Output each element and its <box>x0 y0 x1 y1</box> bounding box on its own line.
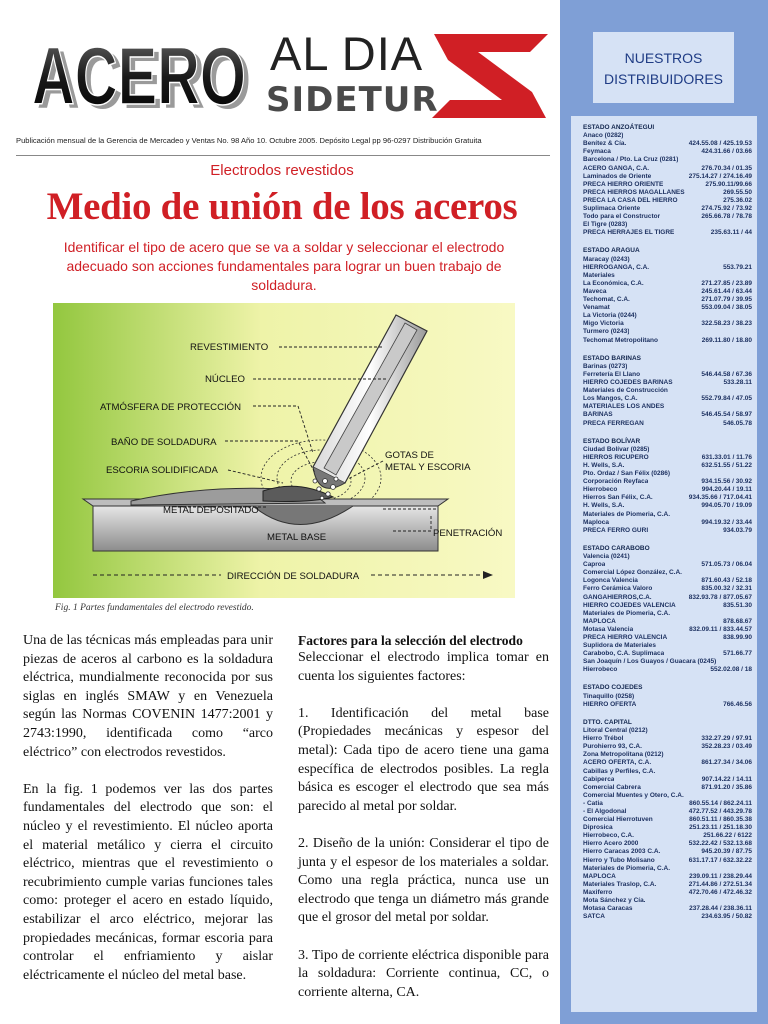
distributor-phone: 994.19.32 / 33.44 <box>701 518 752 526</box>
distributor-phone: 275.36.02 <box>723 196 752 204</box>
distributor-name: Ferretería El Llano <box>583 370 641 378</box>
acero-logo <box>30 30 258 116</box>
distributor-entry <box>583 411 752 419</box>
distributor-entry <box>583 816 752 824</box>
distributor-name: Todo para el Constructor <box>583 213 661 221</box>
distributor-name: PRECA HERRAJES EL TIGRE <box>583 229 675 237</box>
distributor-phone: 271.27.85 / 23.89 <box>701 279 752 287</box>
distributor-phone: 838.99.90 <box>723 633 752 641</box>
distributor-phone: 251.23.11 / 251.18.30 <box>689 824 752 832</box>
distributor-phone: 276.70.34 / 01.35 <box>701 164 752 172</box>
distributor-entry <box>583 865 752 873</box>
distributor-phone <box>748 610 752 618</box>
label-atmosfera: ATMÓSFERA DE PROTECCIÓN <box>100 402 242 413</box>
distributor-name: Suplimaca Oriente <box>583 205 641 213</box>
distributor-entry <box>583 561 752 569</box>
distributor-name: Materiales de Piomeria, C.A. <box>583 864 671 872</box>
distributor-name: San Joaquín / Los Guayos / Guacara (0245) <box>583 658 717 666</box>
body-paragraph: Seleccionar el electrodo implica tomar en cuenta los siguientes factores: <box>298 650 549 684</box>
distributor-entry <box>583 363 752 371</box>
distributor-phone: 424.31.66 / 03.66 <box>701 148 752 156</box>
distributor-phone: 553.79.21 <box>723 263 752 271</box>
label-metal-base: METAL BASE <box>267 532 327 543</box>
distributor-phone <box>748 897 752 905</box>
distributor-entry <box>583 446 752 454</box>
distributor-phone: 860.55.14 / 862.24.11 <box>689 799 752 807</box>
distributor-phone: 251.66.22 / 6122 <box>703 832 752 840</box>
body-paragraph: En la fig. 1 podemos ver las dos partes fundamentales del electrodo que son: el núcleo y el revestimiento. El núcleo aporta el material metálico y cierra el circuito eléctrico, mientras que el revestimiento o recubrimiento cumple varias funciones tales como: proteger el acero en estado líquido, estabilizar el arco eléctrico, mejorar las propiedades mecánicas, formar escoria para controlar el enfriamiento y aislar eléctricamente el núcleo del metal base. <box>23 781 273 983</box>
distributor-phone: 571.66.77 <box>723 650 752 658</box>
distributor-name: Comercial Cabrera <box>583 783 641 791</box>
al-dia-logo: AL DIA <box>270 27 424 80</box>
distributor-name: Diprosica <box>583 824 613 832</box>
distributor-entry <box>583 527 752 535</box>
distributor-name: Carabobo, C.A. Suplimaca <box>583 650 665 658</box>
distributor-entry <box>583 320 752 328</box>
distributor-name: HIERRO COJEDES VALENCIA <box>583 601 676 609</box>
distributor-phone: 934.03.79 <box>723 526 752 534</box>
distributor-phone: 532.22.42 / 532.13.68 <box>688 840 752 848</box>
distributor-name: MAPLOCA <box>583 617 616 625</box>
distributor-name: Maxiferro <box>583 888 613 896</box>
article-left-column <box>23 632 273 1004</box>
label-penetracion: PENETRACIÓN <box>433 528 503 539</box>
distributor-phone: 871.60.43 / 52.18 <box>701 577 752 585</box>
distributor-name: Materiales de Piomeria, C.A. <box>583 510 671 518</box>
acero-logo-text: ACERO <box>32 31 246 116</box>
distributor-name: Suplidora de Materiales <box>583 642 656 650</box>
distributor-phone: 269.11.80 / 18.80 <box>701 336 752 344</box>
distributor-entry <box>583 913 752 921</box>
distributor-name: MATERIALES LOS ANDES <box>583 403 665 411</box>
distributor-name: GANGAHIERROS,C.A. <box>583 593 652 601</box>
distributor-phone <box>748 221 752 229</box>
distributor-phone: 907.14.22 / 14.11 <box>701 775 752 783</box>
distributor-entry <box>583 658 752 666</box>
distributor-phone <box>748 553 752 561</box>
distributor-phone: 275.14.27 / 274.16.49 <box>688 172 752 180</box>
distributor-name: Mota Sánchez y Cía. <box>583 897 646 905</box>
distributor-entry <box>583 494 752 502</box>
distributor-region-heading: ESTADO ANZOÁTEGUI <box>583 124 655 131</box>
distributor-entry <box>583 337 752 345</box>
distributor-name: La Económica, C.A. <box>583 279 644 287</box>
distributor-phone: 994.05.70 / 19.09 <box>701 502 752 510</box>
distributor-entry <box>583 165 752 173</box>
distributor-phone: 275.90.11/99.66 <box>705 180 752 188</box>
svg-text:ACERO: ACERO <box>37 35 251 116</box>
distributor-region-heading: ESTADO CARABOBO <box>583 544 650 552</box>
article-right-column <box>298 632 549 1021</box>
distributor-phone: 271.44.86 / 272.51.34 <box>688 880 752 888</box>
distributor-name: Barinas (0273) <box>583 362 628 370</box>
body-paragraph: Una de las técnicas más empleadas para unir piezas de aceros al carbono es la soldadura eléctrica, mundialmente reconocida por sus siglas en inglés SMAW y en Venezuela según las Normas COVENIN 1477:2001 y 2743:1990, identificada como “arco eléctrico” con electrodos revestidos. <box>23 633 273 760</box>
distributor-name: Hierro y Tubo Molisano <box>583 856 655 864</box>
factor-item: 3. Tipo de corriente eléctrica disponible para la soldadura: Corriente continua, CC, o corriente alterna, CA. <box>298 947 549 1000</box>
distributor-entry <box>583 511 752 519</box>
distributor-name: Anaco (0282) <box>583 132 624 140</box>
masthead <box>0 0 560 145</box>
electrode-diagram <box>53 303 515 598</box>
distributor-phone: 269.55.50 <box>723 188 752 196</box>
distributor-region-heading: ESTADO BARINAS <box>583 354 642 362</box>
distributor-phone: 472.70.46 / 472.46.32 <box>688 888 752 896</box>
distributor-phone: 235.63.11 / 44 <box>710 229 752 237</box>
distributor-name: Materiales de Piomeria, C.A. <box>583 609 671 617</box>
distributor-name: Litoral Central (0212) <box>583 727 648 735</box>
distributor-name: Materiales <box>583 271 615 279</box>
distributor-entry <box>583 602 752 610</box>
distributor-name: Migo Victoria <box>583 320 624 328</box>
distributor-entry <box>583 735 752 743</box>
distributor-entry <box>583 569 752 577</box>
distributor-phone <box>748 446 752 454</box>
distributor-name: Cabiperca <box>583 775 615 783</box>
distributor-phone <box>748 363 752 371</box>
distributor-entry <box>583 800 752 808</box>
distributor-entry <box>583 205 752 213</box>
distributor-phone <box>748 511 752 519</box>
distributor-entry <box>583 650 752 658</box>
distributor-name: Maveca <box>583 288 607 295</box>
distributor-entry <box>583 264 752 272</box>
distributor-name: Los Mangos, C.A. <box>583 395 638 403</box>
distributor-phone: 553.09.04 / 38.05 <box>701 304 752 312</box>
distributor-entry <box>583 577 752 585</box>
distributor-phone: 632.51.55 / 51.22 <box>701 462 752 469</box>
distributor-name: Motasa Valencia <box>583 625 634 633</box>
distributor-name: PRECA HIERROS MAGALLANES <box>583 188 685 196</box>
distributor-name: Caproa <box>583 561 606 569</box>
distributor-entry <box>583 642 752 650</box>
distributor-phone <box>748 312 752 320</box>
distributor-phone: 835.00.32 / 32.31 <box>701 585 752 593</box>
distributors-list <box>571 116 757 1012</box>
masthead-divider <box>16 155 550 156</box>
distributor-phone: 352.28.23 / 03.49 <box>701 743 752 751</box>
distributor-phone <box>748 751 752 759</box>
distributor-name: Barcelona / Pto. La Cruz (0281) <box>583 156 679 164</box>
distributor-phone: 835.51.30 <box>723 601 752 609</box>
electrode-figure <box>53 303 515 598</box>
distributor-entry <box>583 585 752 593</box>
distributor-entry <box>583 873 752 881</box>
distributor-region-heading: ESTADO COJEDES <box>583 684 643 692</box>
distributor-entry <box>583 296 752 304</box>
distributor-name: BARINAS <box>583 411 613 419</box>
distributor-phone: 546.05.78 <box>723 419 752 427</box>
label-nucleo: NÚCLEO <box>205 374 245 385</box>
distributor-name: Hierros San Félix, C.A. <box>583 494 653 502</box>
distributor-name: Materiales Traslop, C.A. <box>583 880 657 888</box>
distributor-name: Comercial Hierrotuven <box>583 816 653 824</box>
distributor-name: PRECA FERREGAN <box>583 419 644 427</box>
distributor-phone <box>748 693 752 701</box>
distributor-entry <box>583 379 752 387</box>
distributor-name: Turmero (0243) <box>583 328 630 336</box>
distributor-region-heading: ESTADO BOLÍVAR <box>583 437 641 445</box>
publication-info: Publicación mensual de la Gerencia de Mercadeo y Ventas No. 98 Año 10. Octubre 2005. Depósito Legal pp 96-0297 Distribución Gratuita <box>16 136 482 145</box>
distributor-entry <box>583 553 752 561</box>
distributor-entry <box>583 486 752 494</box>
distributor-phone <box>748 865 752 873</box>
distributor-name: Ciudad Bolívar (0285) <box>583 445 650 453</box>
distributor-entry <box>583 256 752 264</box>
distributor-entry <box>583 727 752 735</box>
sidetur-logo: SIDETUR <box>266 80 439 120</box>
distributor-entry <box>583 181 752 189</box>
distributor-name: HIERROGANGA, C.A. <box>583 263 650 271</box>
distributor-entry <box>583 304 752 312</box>
distributor-entry <box>583 371 752 379</box>
distributor-phone: 552.02.08 / 18 <box>710 666 752 674</box>
article-kicker: Electrodos revestidos <box>210 162 354 179</box>
distributor-entry <box>583 776 752 784</box>
distributor-entry <box>583 420 752 428</box>
distributor-entry <box>583 889 752 897</box>
distributor-entry <box>583 213 752 221</box>
factor-item: 1. Identificación del metal base (Propiedades mecánicas y espesor del metal): Cada tipo de acero tiene una gama específica de electrodos posibles. La regla básica es escoger el electrodo que sea más parecido al metal por soldar. <box>298 705 549 814</box>
distributor-name: H. Wells, S.A. <box>583 502 625 510</box>
distributor-entry <box>583 693 752 701</box>
distributor-entry <box>583 759 752 767</box>
distributor-entry <box>583 132 752 140</box>
distributor-entry <box>583 840 752 848</box>
distributor-entry <box>583 387 752 395</box>
distributor-entry <box>583 594 752 602</box>
distributor-phone <box>748 658 752 666</box>
distributor-phone: 322.58.23 / 38.23 <box>701 320 752 328</box>
distributor-phone: 832.09.11 / 833.44.57 <box>689 625 752 633</box>
section-subhead: Factores para la selección del electrodo <box>298 633 523 648</box>
distributor-name: Hierrobeco <box>583 666 618 674</box>
distributor-phone: 274.75.92 / 73.92 <box>701 205 752 213</box>
distributor-phone: 245.61.44 / 63.44 <box>701 288 752 295</box>
distributor-name: H. Wells, S.A. <box>583 462 625 469</box>
distributor-phone: 945.20.39 / 87.75 <box>701 848 752 856</box>
distributor-phone: 631.33.01 / 11.76 <box>701 453 752 461</box>
distributor-phone <box>748 569 752 577</box>
distributor-phone <box>748 132 752 140</box>
distributor-name: - El Algodonal <box>583 807 627 815</box>
label-revestimiento: REVESTIMIENTO <box>190 342 269 353</box>
distributor-phone: 239.09.11 / 238.29.44 <box>689 872 752 880</box>
distributor-phone: 571.05.73 / 06.04 <box>701 561 752 569</box>
distributor-name: Maracay (0243) <box>583 255 630 263</box>
distributor-phone: 533.28.11 <box>723 379 752 387</box>
distributor-entry <box>583 905 752 913</box>
factor-item: 2. Diseño de la unión: Considerar el tipo de junta y el espesor de los materiales a soldar. Como una regla práctica, nunca use un electrodo que tenga un diámetro más grande que el grosor del metal por soldar. <box>298 835 549 926</box>
distributor-name: Feymaca <box>583 148 611 156</box>
distributor-name: Materiales de Construcción <box>583 387 668 395</box>
distributors-title-line2: DISTRIBUIDORES <box>603 71 723 87</box>
distributor-phone <box>748 768 752 776</box>
distributor-phone: 766.46.56 <box>723 700 752 708</box>
distributor-entry <box>583 312 752 320</box>
distributor-name: El Tigre (0283) <box>583 221 628 229</box>
distributor-name: Valencia (0241) <box>583 553 630 561</box>
distributor-entry <box>583 808 752 816</box>
distributors-title-line1: NUESTROS <box>624 50 703 66</box>
distributor-entry <box>583 824 752 832</box>
sidetur-swoosh-icon <box>428 32 552 120</box>
label-bano: BAÑO DE SOLDADURA <box>111 437 217 448</box>
distributor-name: PRECA LA CASA DEL HIERRO <box>583 196 678 204</box>
distributor-entry <box>583 395 752 403</box>
distributor-phone: 332.27.29 / 97.91 <box>701 735 752 743</box>
distributor-entry <box>583 502 752 510</box>
distributor-name: Hierro Acero 2000 <box>583 840 639 848</box>
distributor-phone: 424.55.08 / 425.19.53 <box>688 140 752 148</box>
distributor-phone: 934.15.56 / 30.92 <box>701 478 752 486</box>
label-gotas-2: METAL Y ESCORIA <box>385 462 471 473</box>
distributor-name: Laminados de Oriente <box>583 172 652 180</box>
distributor-entry <box>583 792 752 800</box>
distributor-entry <box>583 454 752 462</box>
distributor-entry <box>583 610 752 618</box>
distributor-entry <box>583 832 752 840</box>
distributor-name: PRECA FERRO GURI <box>583 526 649 534</box>
distributor-name: Zona Metropolitana (0212) <box>583 751 664 759</box>
distributor-entry <box>583 221 752 229</box>
distributor-phone <box>748 642 752 650</box>
distributor-phone <box>748 470 752 478</box>
distributor-phone: 934.35.66 / 717.04.41 <box>688 494 752 502</box>
distributor-name: Pto. Ordaz / San Félix (0286) <box>583 470 671 478</box>
label-direccion: DIRECCIÓN DE SOLDADURA <box>227 571 360 582</box>
distributor-entry <box>583 462 752 470</box>
distributor-phone: 271.07.79 / 39.95 <box>701 296 752 304</box>
distributor-name: Hierro Trébol <box>583 735 624 743</box>
label-metal-depositado: METAL DEPOSITADO <box>163 505 259 516</box>
distributor-name: PRECA HIERRO VALENCIA <box>583 633 668 641</box>
distributor-phone <box>748 156 752 164</box>
distributor-name: SATCA <box>583 913 605 921</box>
distributor-phone: 871.91.20 / 35.86 <box>701 783 752 791</box>
distributor-entry <box>583 897 752 905</box>
distributor-entry <box>583 189 752 197</box>
distributor-entry <box>583 470 752 478</box>
distributor-entry <box>583 784 752 792</box>
distributor-entry <box>583 519 752 527</box>
distributor-name: PRECA HIERRO ORIENTE <box>583 180 664 188</box>
distributor-name: Ferro Cerámica Valoro <box>583 585 653 593</box>
distributor-phone <box>748 792 752 800</box>
distributor-phone: 472.77.52 / 443.29.78 <box>688 807 752 815</box>
distributor-phone: 234.63.95 / 50.82 <box>701 913 752 921</box>
distributor-entry <box>583 403 752 411</box>
distributor-name: - Catia <box>583 799 603 807</box>
distributor-entry <box>583 173 752 181</box>
article-lede: Identificar el tipo de acero que se va a soldar y seleccionar el electrodo adecuado son acciones fundamentales para lograr un buen trabajo de soldadura. <box>63 239 505 293</box>
distributor-region-heading: ESTADO ARAGUA <box>583 247 640 255</box>
distributor-phone <box>748 328 752 336</box>
distributor-name: Logonca Valencia <box>583 577 638 585</box>
distributor-entry <box>583 148 752 156</box>
distributor-phone <box>748 387 752 395</box>
distributor-phone <box>748 727 752 735</box>
distributor-phone: 860.51.11 / 860.35.38 <box>689 816 752 824</box>
distributor-name: La Victoria (0244) <box>583 312 637 320</box>
distributor-entry <box>583 666 752 674</box>
distributor-name: ACERO OFERTA, C.A. <box>583 759 652 767</box>
distributor-phone: 552.79.84 / 47.05 <box>701 395 752 403</box>
distributor-entry <box>583 280 752 288</box>
distributor-entry <box>583 848 752 856</box>
distributor-entry <box>583 288 752 296</box>
distributor-entry <box>583 229 752 237</box>
distributor-entry <box>583 197 752 205</box>
distributor-entry <box>583 618 752 626</box>
distributor-entry <box>583 140 752 148</box>
distributor-name: Comercial Muentes y Otero, C.A. <box>583 791 684 799</box>
distributor-phone <box>748 272 752 280</box>
distributor-name: Tinaquillo (0258) <box>583 692 635 700</box>
distributor-phone <box>748 403 752 411</box>
distributor-name: Benítez & Cía. <box>583 140 627 148</box>
distributor-entry <box>583 857 752 865</box>
distributor-name: Comercial López González, C.A. <box>583 569 682 577</box>
distributor-entry <box>583 881 752 889</box>
distributor-phone: 832.93.78 / 877.05.67 <box>688 593 752 601</box>
distributor-phone: 631.17.17 / 632.32.22 <box>688 856 752 864</box>
distributor-entry <box>583 156 752 164</box>
distributor-name: ACERO GANGA, C.A. <box>583 164 650 172</box>
distributor-name: HIERRO COJEDES BARINAS <box>583 379 673 387</box>
distributor-name: Venamat <box>583 304 610 312</box>
distributor-region-heading: DTTO. CAPITAL <box>583 718 632 726</box>
distributor-name: Motasa Caracas <box>583 905 633 913</box>
distributor-entry <box>583 751 752 759</box>
distributor-entry <box>583 626 752 634</box>
distributor-name: Cabillas y Perfiles, C.A. <box>583 767 656 775</box>
distributor-name: Techomat, C.A. <box>583 296 630 304</box>
distributor-entry <box>583 478 752 486</box>
distributor-phone: 265.66.78 / 78.78 <box>701 213 752 221</box>
distributor-phone: 878.68.67 <box>723 617 752 625</box>
distributor-entry <box>583 634 752 642</box>
distributor-entry <box>583 768 752 776</box>
distributor-name: Purohierro 93, C.A. <box>583 743 642 751</box>
label-escoria: ESCORIA SOLIDIFICADA <box>106 465 218 476</box>
distributors-title-box <box>593 32 734 103</box>
figure-caption: Fig. 1 Partes fundamentales del electrodo revestido. <box>55 603 254 613</box>
distributor-name: Techomat Metropolitano <box>583 336 658 344</box>
label-gotas-1: GOTAS DE <box>385 450 434 461</box>
distributor-entry <box>583 701 752 709</box>
distributor-name: HIERROS RICÚPERO <box>583 453 649 461</box>
distributor-name: Corporación Reyfaca <box>583 478 649 486</box>
distributor-entry <box>583 272 752 280</box>
distributor-phone: 546.45.54 / 58.97 <box>701 411 752 419</box>
article-headline: Medio de unión de los aceros <box>46 185 518 228</box>
distributor-phone <box>748 256 752 264</box>
distributor-name: MAPLOCA <box>583 872 616 880</box>
distributor-phone: 546.44.58 / 67.36 <box>701 370 752 378</box>
distributor-phone: 994.20.44 / 19.11 <box>701 486 752 494</box>
distributor-phone: 861.27.34 / 34.06 <box>701 759 752 767</box>
distributor-name: Hierrobeco, C.A. <box>583 832 634 840</box>
distributor-name: HIERRO OFERTA <box>583 700 637 708</box>
distributor-name: Hierro Caracas 2003 C.A. <box>583 848 661 856</box>
distributor-name: Maploca <box>583 518 610 526</box>
distributors-sidebar <box>560 0 768 1024</box>
distributor-entry <box>583 743 752 751</box>
distributor-name: Hierrobeco <box>583 486 618 494</box>
distributor-phone: 237.28.44 / 238.36.11 <box>689 905 752 913</box>
distributor-entry <box>583 328 752 336</box>
